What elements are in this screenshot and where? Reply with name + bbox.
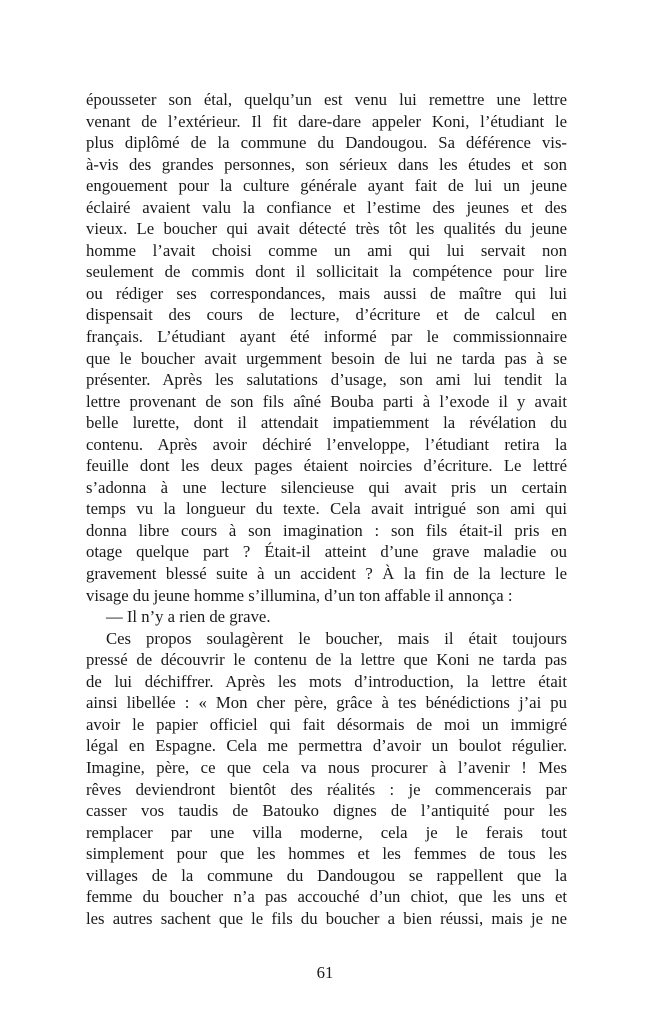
text-line: plus diplômé de la commune du Dandougou. Sa déférence vis- <box>86 133 567 153</box>
text-line: homme l’avait choisi comme un ami qui lui servait non <box>86 240 567 260</box>
text-line: légal en Espagne. Cela me permettra d’avoir un boulot régulier. <box>86 736 567 756</box>
text-line: de lui déchiffrer. Après les mots d’introduction, la lettre était <box>86 671 567 691</box>
text-line: s’adonna à une lecture silencieuse qui avait pris un certain <box>86 477 567 497</box>
text-line: ainsi libellée : « Mon cher père, grâce à tes bénédictions j’ai pu <box>86 693 567 713</box>
text-line: vieux. Le boucher qui avait détecté très tôt les qualités du jeune <box>86 219 567 239</box>
text-line: temps vu la longueur du texte. Cela avait intrigué son ami qui <box>86 499 567 519</box>
text-line: présenter. Après les salutations d’usage, son ami lui tendit la <box>86 370 567 390</box>
text-line: Imagine, père, ce que cela va nous procurer à l’avenir ! Mes <box>86 757 567 777</box>
text-line: — Il n’y a rien de grave. <box>106 607 271 627</box>
text-line: otage quelque part ? Était-il atteint d’une grave maladie ou <box>86 542 567 562</box>
text-line: que le boucher avait urgemment besoin de lui ne tarda pas à se <box>86 348 567 368</box>
text-line: visage du jeune homme s’illumina, d’un ton affable il annonça : <box>86 585 513 605</box>
text-line: les autres sachent que le fils du boucher a bien réussi, mais je ne <box>86 908 567 928</box>
text-line: engouement pour la culture générale ayant fait de lui un jeune <box>86 176 567 196</box>
page-number: 61 <box>316 963 334 982</box>
text-line: belle lurette, dont il attendait impatiemment la révélation du <box>86 413 567 433</box>
text-line: simplement pour que les hommes et les femmes de tous les <box>86 844 567 864</box>
text-line: rêves deviendront bientôt des réalités : je commencerais par <box>86 779 567 799</box>
text-line: pressé de découvrir le contenu de la lettre que Koni ne tarda pas <box>86 650 567 670</box>
paragraph-3 <box>86 628 567 930</box>
text-line: gravement blessé suite à un accident ? À la fin de la lecture le <box>86 564 567 584</box>
text-line: lettre provenant de son fils aîné Bouba parti à l’exode il y avait <box>86 391 567 411</box>
text-line: éclairé avaient valu la confiance et l’estime des jeunes et des <box>86 197 567 217</box>
text-line: feuille dont les deux pages étaient noircies d’écriture. Le lettré <box>86 456 567 476</box>
text-line: contenu. Après avoir déchiré l’enveloppe, l’étudiant retira la <box>86 434 567 454</box>
body-text <box>86 89 567 929</box>
text-line: seulement de commis dont il sollicitait la compétence pour lire <box>86 262 567 282</box>
text-line: villages de la commune du Dandougou se rappellent que la <box>86 865 567 885</box>
text-line: épousseter son étal, quelqu’un est venu lui remettre une lettre <box>86 90 567 109</box>
text-line: donna libre cours à son imagination : son fils était-il pris en <box>86 520 567 540</box>
text-line: venant de l’extérieur. Il fit dare-dare appeler Koni, l’étudiant le <box>86 111 567 131</box>
paragraph-1 <box>86 89 567 606</box>
text-line: dispensait des cours de lecture, d’écriture et de calcul en <box>86 305 567 325</box>
text-line: ou rédiger ses correspondances, mais aussi de maître qui lui <box>86 283 567 303</box>
text-line: avoir le papier officiel qui fait désormais de moi un immigré <box>86 714 567 734</box>
text-line: à-vis des grandes personnes, son sérieux dans les études et son <box>86 154 567 174</box>
text-line: français. L’étudiant ayant été informé par le commissionnaire <box>86 327 567 347</box>
paragraph-2-dialogue <box>86 606 567 628</box>
text-line: casser vos taudis de Batouko dignes de l’antiquité pour les <box>86 801 567 821</box>
text-line: femme du boucher n’a pas accouché d’un chiot, que les uns et <box>86 887 567 907</box>
text-line: Ces propos soulagèrent le boucher, mais il était toujours <box>106 628 567 648</box>
text-line: remplacer par une villa moderne, cela je le ferais tout <box>86 822 567 842</box>
